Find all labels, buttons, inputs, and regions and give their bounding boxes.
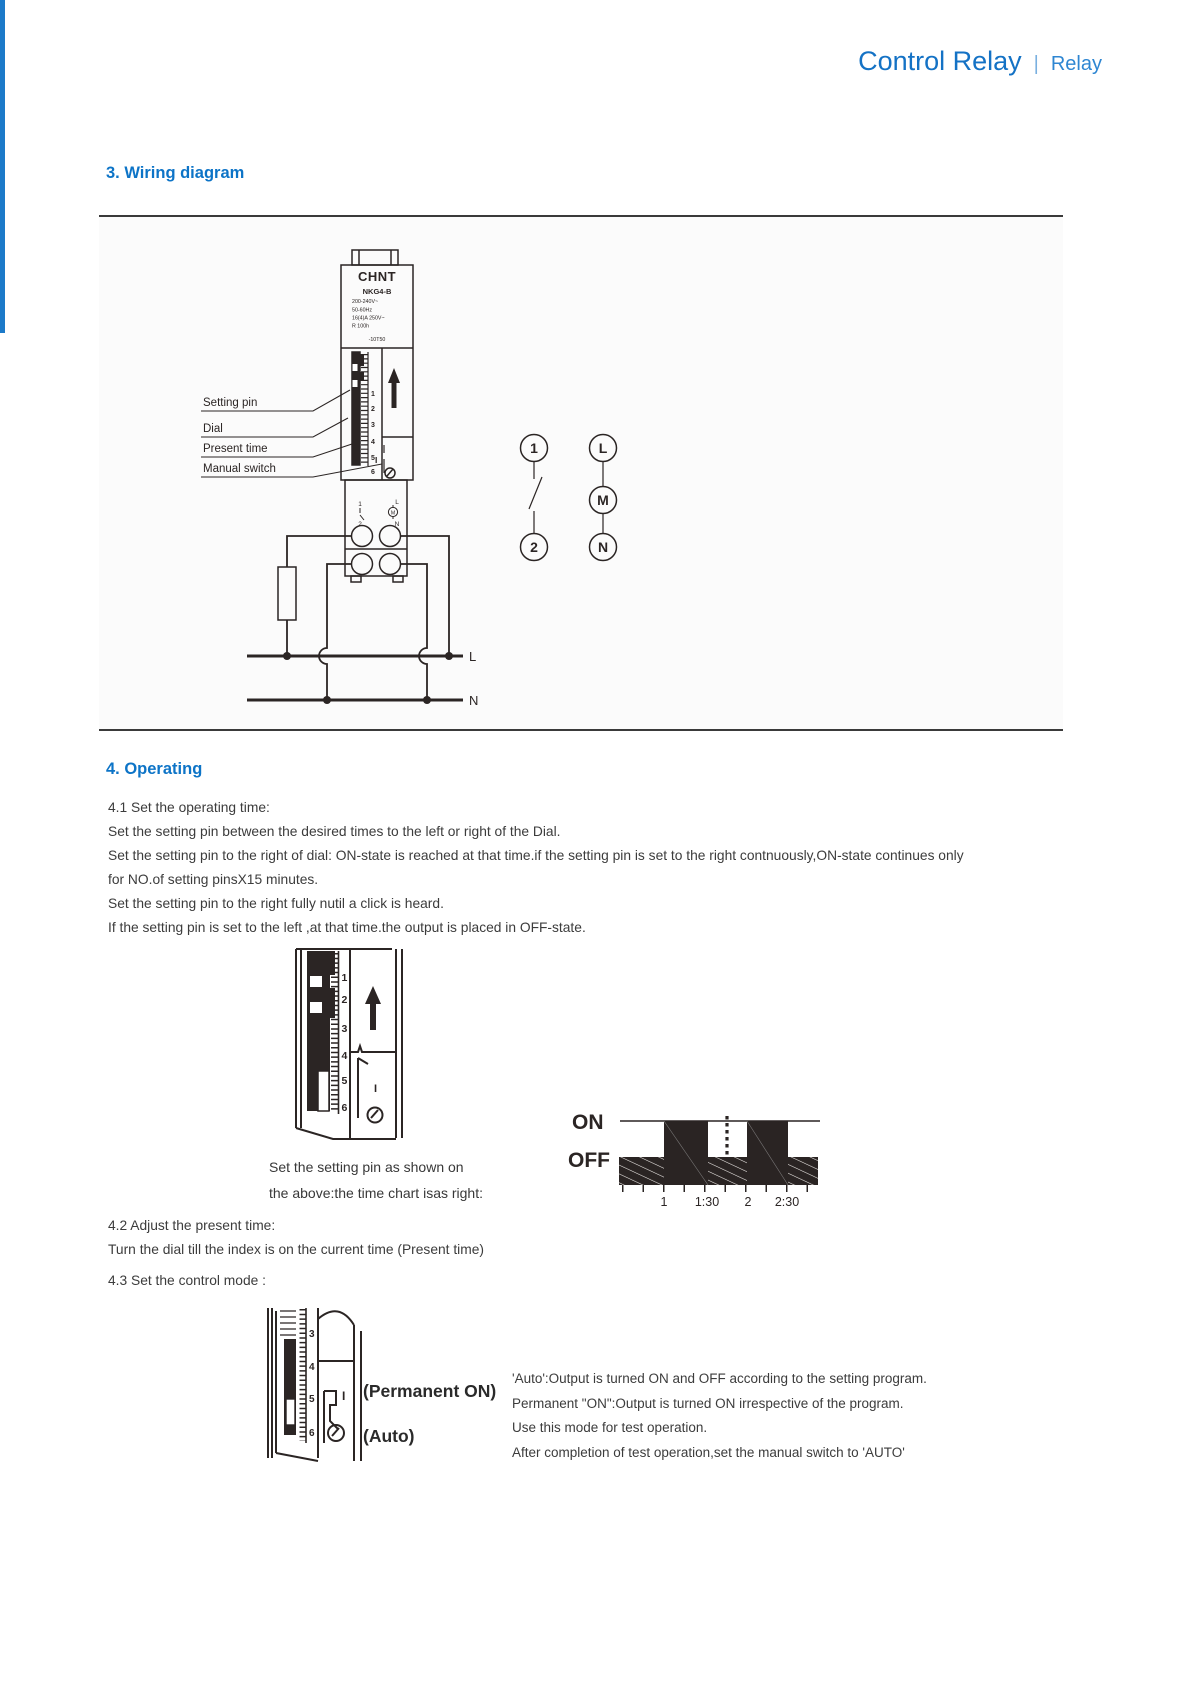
tick-label: 2:30	[774, 1195, 800, 1209]
permanent-on-label: (Permanent ON)	[363, 1381, 497, 1401]
dial-number: 3	[309, 1329, 315, 1340]
dial-number: 4	[341, 1050, 348, 1062]
direction-arrow-icon	[365, 986, 381, 1030]
contact-blade	[529, 477, 542, 509]
terminal-screw	[380, 554, 401, 575]
timing-chart	[525, 1095, 835, 1215]
node-n: N	[597, 539, 609, 555]
terminal-label: 2	[358, 521, 362, 528]
load-and-supply-wiring	[247, 536, 463, 704]
off-band	[619, 1157, 818, 1185]
dial-number: 2	[341, 994, 348, 1006]
section-operating-title: 4. Operating	[106, 760, 203, 778]
dial-number: 2	[371, 406, 375, 413]
device-spec: R 100h	[352, 323, 370, 330]
mode-note-line: Permanent "ON":Output is turned ON irrespective of the program.	[512, 1395, 904, 1411]
paragraph-4-2-body: Turn the dial till the index is on the current time (Present time)	[108, 1242, 484, 1257]
device-spec: -10T50	[368, 337, 386, 343]
dial-number: 4	[371, 439, 375, 446]
text-line: Set the setting pin to the right of dial: ON-state is reached at that time.if the setting pin is set to the right contnuously,ON-state continues only	[108, 848, 964, 863]
text-line: If the setting pin is set to the left ,at that time.the output is placed in OFF-state.	[108, 920, 586, 935]
paragraph-4-1	[108, 796, 1008, 940]
dial-number: 6	[371, 469, 375, 476]
text-line: for NO.of setting pinsX15 minutes.	[108, 872, 319, 887]
callout-present-time: Present time	[203, 443, 268, 455]
callout-setting-pin: Setting pin	[203, 397, 258, 409]
mode-notes	[512, 1367, 992, 1465]
page-header	[0, 46, 1102, 77]
terminal-screw	[380, 526, 401, 547]
tick-label: 2	[744, 1195, 752, 1209]
section-wiring-title: 3. Wiring diagram	[106, 164, 245, 182]
manual-switch-knob	[368, 1108, 383, 1123]
dial-number: 1	[371, 391, 375, 398]
text-line: 4.1 Set the operating time:	[108, 800, 270, 815]
paragraph-4-3-title: 4.3 Set the control mode :	[108, 1273, 266, 1288]
line-l-label: L	[469, 649, 477, 664]
auto-label: (Auto)	[363, 1426, 415, 1446]
node-m: M	[597, 492, 609, 508]
motor-label: M	[390, 510, 396, 517]
node-1: 1	[530, 440, 538, 456]
device-model: NKG4-B	[362, 287, 392, 296]
rule-bottom	[99, 729, 1063, 731]
callout-dial: Dial	[203, 423, 223, 435]
caption-line: the above:the time chart isas right:	[269, 1184, 483, 1201]
header-title: Control Relay	[858, 46, 1022, 76]
text-line: Set the setting pin to the right fully nutil a click is heard.	[108, 896, 444, 911]
terminal-label: L	[395, 499, 399, 506]
mode-note-line: After completion of test operation,set the manual switch to 'AUTO'	[512, 1444, 905, 1460]
line-n-label: N	[469, 693, 479, 708]
direction-arrow-icon	[388, 368, 400, 408]
node-2: 2	[530, 539, 538, 555]
terminal-screw	[352, 554, 373, 575]
switch-on-mark: I	[375, 455, 378, 465]
dial-number: 5	[309, 1394, 315, 1405]
text-line: Set the setting pin between the desired times to the left or right of the Dial.	[108, 824, 561, 839]
dial-number: 3	[341, 1023, 348, 1035]
terminal-label: N	[394, 521, 400, 528]
device-brand: CHNT	[357, 269, 397, 284]
chart-on-label: ON	[572, 1111, 604, 1134]
device-spec: 200-240V~	[352, 299, 379, 305]
dial-number: 6	[341, 1102, 348, 1114]
tick-label: 1:30	[694, 1195, 720, 1209]
dial-number: 6	[309, 1428, 315, 1439]
dial-caption	[269, 1155, 483, 1206]
header-divider: |	[1033, 53, 1039, 75]
dial-number: 5	[371, 455, 375, 462]
chart-off-label: OFF	[568, 1149, 610, 1172]
callout-manual-switch: Manual switch	[203, 463, 276, 475]
mode-note-line: Use this mode for test operation.	[512, 1420, 708, 1435]
switch-on-mark: I	[374, 1083, 378, 1095]
wiring-diagram	[99, 217, 1063, 729]
switch-on-mark: I	[342, 1389, 346, 1403]
terminal-screw	[352, 526, 373, 547]
dial-closeup-illustration	[288, 946, 406, 1142]
mode-note-line: 'Auto':Output is turned ON and OFF according to the setting program.	[512, 1371, 927, 1386]
caption-line: Set the setting pin as shown on	[269, 1159, 464, 1175]
device-spec: 16(4)A 250V~	[352, 315, 385, 322]
control-mode-illustration	[260, 1303, 378, 1463]
device-spec: 50-60Hz	[352, 307, 373, 314]
header-category: Relay	[1050, 53, 1102, 75]
dial-number: 5	[341, 1075, 348, 1087]
tick-label: 1	[660, 1195, 668, 1209]
dial-number: 1	[341, 972, 348, 984]
node-l: L	[598, 440, 608, 456]
paragraph-4-2-title: 4.2 Adjust the present time:	[108, 1218, 276, 1233]
terminal-label: 1	[358, 501, 362, 508]
dial-number: 3	[371, 422, 375, 429]
dial-number: 4	[309, 1362, 315, 1373]
load-resistor	[278, 567, 296, 620]
